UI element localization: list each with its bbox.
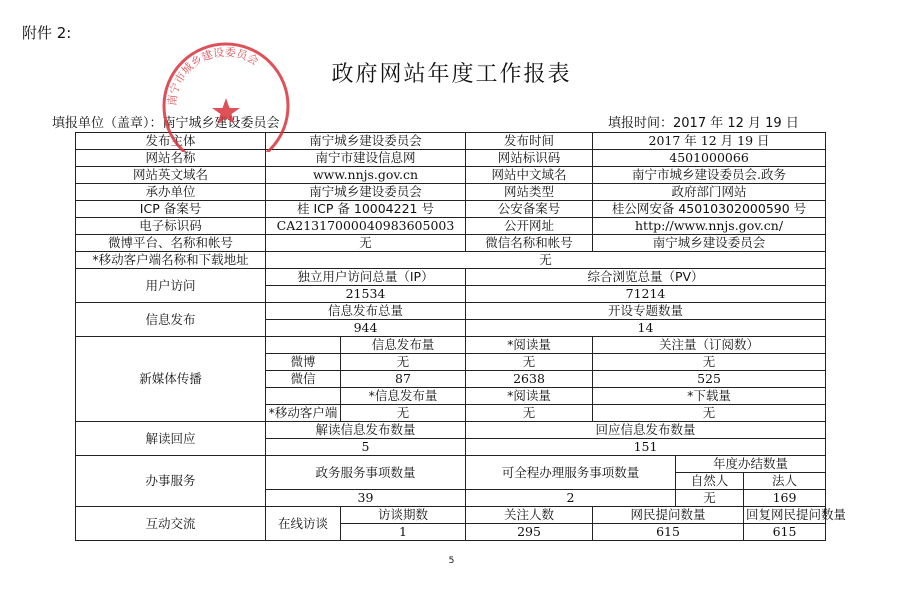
seal-star-icon	[212, 98, 240, 124]
nm-read-header-2: *阅读量	[466, 388, 593, 405]
en-domain-label: 网站英文域名	[76, 167, 266, 184]
report-table	[75, 132, 847, 541]
publish-time-label: 发布时间	[466, 133, 593, 150]
interpret-publish-label: 解读信息发布数量	[266, 422, 466, 439]
newmedia-label: 新媒体传播	[76, 337, 266, 422]
questions-value: 615	[593, 524, 744, 541]
row-mobile	[76, 252, 826, 269]
seal-text	[166, 46, 261, 107]
natural-value: 无	[676, 490, 744, 507]
icp-label: ICP 备案号	[76, 201, 266, 218]
row-newmedia-head	[76, 337, 826, 354]
page-number: 5	[448, 556, 455, 566]
row-service-head	[76, 456, 826, 473]
pv-label: 综合浏览总量（PV）	[466, 269, 826, 286]
row-cert	[76, 218, 826, 235]
nm-mobile-read: 无	[466, 405, 593, 422]
cn-domain-value: 南宁市城乡建设委员会.政务	[593, 167, 826, 184]
filling-unit: 填报单位（盖章）：南宁城乡建设委员会	[52, 116, 280, 131]
full-process-label: 可全程办理服务事项数量	[466, 456, 676, 490]
legal-label: 法人	[744, 473, 826, 490]
ip-label: 独立用户访问总量（IP）	[266, 269, 466, 286]
nm-wechat-read: 2638	[466, 371, 593, 388]
mobile-value: 无	[266, 252, 826, 269]
site-name-value: 南宁市建设信息网	[266, 150, 466, 167]
site-type-label: 网站类型	[466, 184, 593, 201]
attachment-label: 附件 2:	[22, 24, 72, 42]
row-visits-head	[76, 269, 826, 286]
answers-value: 615	[744, 524, 826, 541]
nm-publish-header-2: *信息发布量	[341, 388, 466, 405]
site-id-label: 网站标识码	[466, 150, 593, 167]
interpret-label: 解读回应	[76, 422, 266, 456]
filling-date: 填报时间：2017 年 12 月 19 日	[608, 116, 799, 131]
row-icp	[76, 201, 826, 218]
info-label: 信息发布	[76, 303, 266, 337]
mobile-label: *移动客户端名称和下载地址	[76, 252, 266, 269]
site-type-value: 政府部门网站	[593, 184, 826, 201]
info-total-value: 944	[266, 320, 466, 337]
nm-weibo-read: 无	[466, 354, 593, 371]
icp-value: 桂 ICP 备 10004221 号	[266, 201, 466, 218]
publish-time-value: 2017 年 12 月 19 日	[593, 133, 826, 150]
site-name-label: 网站名称	[76, 150, 266, 167]
service-label: 办事服务	[76, 456, 266, 507]
nm-weibo-publish: 无	[341, 354, 466, 371]
nm-download-header: *下载量	[593, 388, 826, 405]
row-interpret-head	[76, 422, 826, 439]
host-label: 承办单位	[76, 184, 266, 201]
nm-weibo-follow: 无	[593, 354, 826, 371]
nm-weibo-label: 微博	[266, 354, 341, 371]
site-id-value: 4501000066	[593, 150, 826, 167]
newmedia-blank	[266, 337, 341, 354]
row-host	[76, 184, 826, 201]
nm-wechat-follow: 525	[593, 371, 826, 388]
pv-value: 71214	[466, 286, 826, 303]
nm-mobile-publish: 无	[341, 405, 466, 422]
issues-value: 1	[341, 524, 466, 541]
police-label: 公安备案号	[466, 201, 593, 218]
seal-text-path: 南宁市城乡建设委员会	[165, 45, 261, 107]
cert-label: 电子标识码	[76, 218, 266, 235]
newmedia-blank-2	[266, 388, 341, 405]
wechat-value: 南宁城乡建设委员会	[593, 235, 826, 252]
answers-label: 回复网民提问数量	[744, 507, 826, 524]
nm-follow-header: 关注量（订阅数）	[593, 337, 826, 354]
online-label: 在线访谈	[266, 507, 341, 541]
interpret-publish-value: 5	[266, 439, 466, 456]
ip-value: 21534	[266, 286, 466, 303]
police-value: 桂公网安备 45010302000590 号	[593, 201, 826, 218]
nm-publish-header: 信息发布量	[341, 337, 466, 354]
wechat-label: 微信名称和帐号	[466, 235, 593, 252]
publisher-label: 发布主体	[76, 133, 266, 150]
public-url-value: http://www.nnjs.gov.cn/	[593, 218, 826, 235]
questions-label: 网民提问数量	[593, 507, 744, 524]
info-total-label: 信息发布总量	[266, 303, 466, 320]
topics-label: 开设专题数量	[466, 303, 826, 320]
host-value: 南宁城乡建设委员会	[266, 184, 466, 201]
topics-value: 14	[466, 320, 826, 337]
interact-label: 互动交流	[76, 507, 266, 541]
visits-label: 用户访问	[76, 269, 266, 303]
natural-label: 自然人	[676, 473, 744, 490]
followers-value: 295	[466, 524, 593, 541]
official-seal	[148, 40, 298, 152]
row-interact-head	[76, 507, 826, 524]
en-domain-value: www.nnjs.gov.cn	[266, 167, 466, 184]
followers-label: 关注人数	[466, 507, 593, 524]
publisher-value: 南宁城乡建设委员会	[266, 133, 466, 150]
nm-read-header: *阅读量	[466, 337, 593, 354]
nm-mobile-download: 无	[593, 405, 826, 422]
nm-wechat-publish: 87	[341, 371, 466, 388]
weibo-label: 微博平台、名称和帐号	[76, 235, 266, 252]
gov-items-label: 政务服务事项数量	[266, 456, 466, 490]
nm-wechat-label: 微信	[266, 371, 341, 388]
cert-value: CA21317000040983605003	[266, 218, 466, 235]
annual-label: 年度办结数量	[676, 456, 826, 473]
response-publish-label: 回应信息发布数量	[466, 422, 826, 439]
page-title: 政府网站年度工作报表	[331, 62, 572, 87]
cn-domain-label: 网站中文域名	[466, 167, 593, 184]
weibo-value: 无	[266, 235, 466, 252]
full-process-value: 2	[466, 490, 676, 507]
row-social	[76, 235, 826, 252]
gov-items-value: 39	[266, 490, 466, 507]
row-domain	[76, 167, 826, 184]
response-publish-value: 151	[466, 439, 826, 456]
legal-value: 169	[744, 490, 826, 507]
nm-mobile-label: *移动客户端	[266, 405, 341, 422]
issues-label: 访谈期数	[341, 507, 466, 524]
row-info-head	[76, 303, 826, 320]
row-site-name	[76, 150, 826, 167]
public-url-label: 公开网址	[466, 218, 593, 235]
